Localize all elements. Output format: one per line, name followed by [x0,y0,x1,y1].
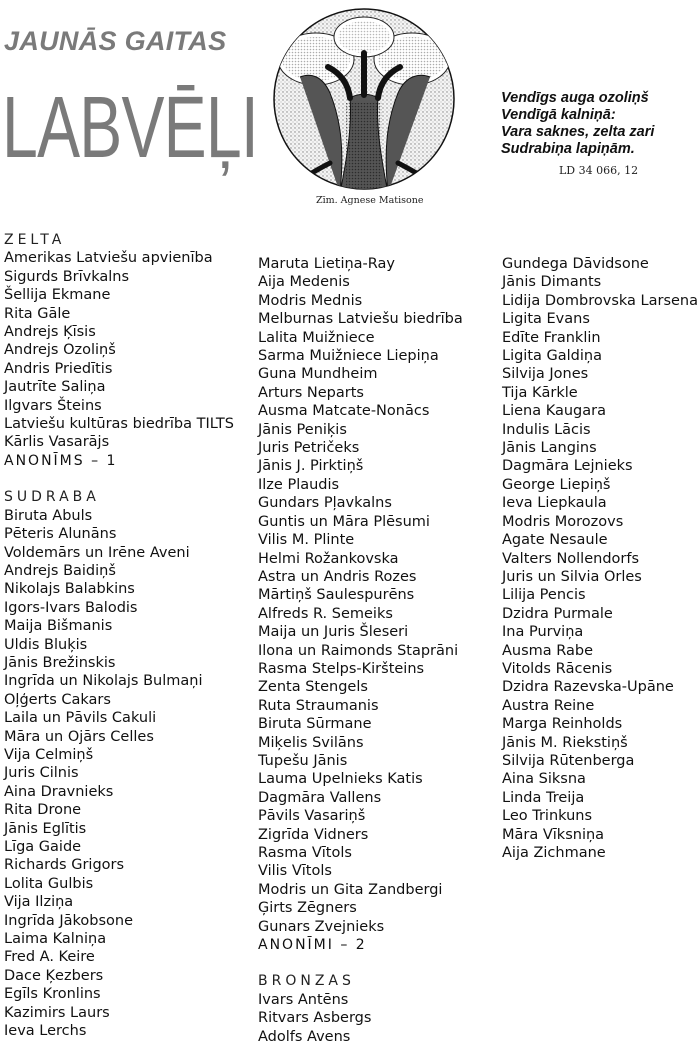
donor-name: Modris Mednis [258,292,363,309]
donor-name: Vija Celmiņš [4,746,94,763]
donor-name: Kārlis Vasarājs [4,434,110,451]
donor-name: Miķelis Svilāns [258,734,364,751]
donor-name: Lauma Upelnieks Katis [258,771,423,788]
donor-name: Dagmāra Lejnieks [502,458,633,475]
publication-name: JAUNĀS GAITAS [4,26,227,56]
donor-name: Vija Ilziņa [4,894,74,911]
zelta-list [4,249,254,451]
donor-name: Lolita Gulbis [4,875,94,892]
donor-name: Gundars Pļavkalns [258,495,392,512]
donor-name: Vitolds Rācenis [502,660,613,677]
donor-name: Ivars Antēns [258,991,349,1008]
donor-name: Astra un Andris Rozes [258,568,417,585]
donor-name: Ingrīda Jākobsone [4,912,134,929]
donor-name: Nikolajs Balabkins [4,581,135,598]
illustration-caption: Zīm. Agnese Matisone [316,195,424,206]
donor-name: Ligita Evans [502,311,590,328]
donor-name: Silvija Jones [502,366,589,383]
anonymous-count: ANONĪMS – 1 [4,452,118,469]
donor-name: Vilis Vītols [258,863,332,880]
donor-name: Ģirts Zēgners [258,900,357,917]
donor-name: Pēteris Alunāns [4,526,117,543]
sudraba-list-col3 [502,255,700,862]
sudraba-list-col2 [258,255,498,936]
verse-line: Sudrabiņa lapiņām. [501,141,635,157]
verse-line: Vendīgā kalniņā: [501,107,616,123]
donor-name: Ingrīda un Nikolajs Bulmaņi [4,673,203,690]
donor-column-3 [502,255,700,862]
donor-name: Zenta Stengels [258,679,368,696]
donor-name: Sigurds Brīvkalns [4,268,130,285]
donor-name: Tija Kārkle [502,384,578,401]
donor-name: Edīte Franklin [502,329,601,346]
donor-name: Gundega Dāvidsone [502,256,649,272]
donor-name: Ilgvars Šteins [4,397,102,414]
donor-name: Rita Drone [4,802,82,819]
donor-name: Sarma Muižniece Liepiņa [258,348,439,365]
donor-name: Silvija Rūtenberga [502,752,635,769]
donor-name: Ina Purviņa [502,624,584,641]
donor-name: Lalita Muižniece [258,329,375,346]
donor-name: Juris un Silvia Orles [502,568,642,585]
section-heading-sudraba: SUDRABA [4,489,100,506]
donor-name: Laila un Pāvils Cakuli [4,710,157,727]
donor-name: Aina Dravnieks [4,783,114,800]
donor-name: Richards Grigors [4,857,125,874]
donor-name: Andrejs Ķīsis [4,324,96,341]
donor-column-2 [258,255,498,1046]
donor-name: Egīls Kronlins [4,986,101,1003]
donor-name: Liena Kaugara [502,403,606,420]
donor-name: Rita Gāle [4,305,71,322]
donor-name: Jānis Brežinskis [4,654,116,671]
donor-name: Andris Priedītis [4,360,113,377]
folk-verse [501,90,654,158]
donor-name: Rasma Stelps-Kiršteins [258,660,425,677]
donor-name: Māra Vīksniņa [502,826,605,843]
verse-line: Vendīgs auga ozoliņš [501,90,649,106]
donor-name: Guna Mundheim [258,366,378,383]
donor-name: Dagmāra Vallens [258,789,382,806]
donor-name: Jānis J. Pirktiņš [258,458,364,475]
donor-name: Jānis Eglītis [4,820,87,837]
donor-name: Dace Ķezbers [4,967,104,984]
donor-name: Pāvils Vasariņš [258,808,366,825]
donor-name: Juris Petričeks [258,440,360,457]
donor-name: Gunars Zvejnieks [258,918,385,935]
donor-name: Laima Kalniņa [4,931,107,948]
donor-name: Jānis Peniķis [258,421,347,438]
section-heading-zelta: ZELTA [4,232,66,248]
bronzas-list [258,991,498,1046]
sudraba-list-col1 [4,507,254,1041]
donor-name: Kazimirs Laurs [4,1004,110,1021]
donor-name: Ilze Plaudis [258,476,340,493]
donor-name: Māra un Ojārs Celles [4,728,154,745]
donor-name: Leo Trinkuns [502,808,593,825]
donor-name: Aina Siksna [502,771,586,788]
donor-name: Jānis Dimants [502,274,602,291]
donor-name: Tupešu Jānis [258,752,348,769]
donor-name: Valters Nollendorfs [502,550,640,567]
donor-name: Voldemārs un Irēne Aveni [4,544,190,561]
donor-name: Ritvars Asbergs [258,1010,372,1027]
donor-name: Andrejs Baidiņš [4,562,116,579]
donor-name: Dzidra Razevska-Upāne [502,679,674,696]
verse-line: Vara saknes, zelta zari [501,124,655,140]
page-title: LABVĒĻI [2,79,259,176]
donor-name: Maija un Juris Šleseri [258,624,409,641]
donor-name: Oļģerts Cakars [4,691,111,708]
donor-name: Maija Bišmanis [4,618,113,635]
donor-name: Adolfs Avens [258,1028,351,1045]
donor-name: Austra Reine [502,697,595,714]
donor-name: Biruta Abuls [4,507,93,524]
donor-name: Uldis Bluķis [4,636,88,653]
donor-name: Fred A. Keire [4,949,95,966]
donor-name: Ieva Lerchs [4,1023,87,1040]
donor-name: Maruta Lietiņa-Ray [258,256,395,272]
donor-name: Vilis M. Plinte [258,532,355,549]
donor-name: Melburnas Latviešu biedrība [258,311,463,328]
donor-name: Ruta Straumanis [258,697,379,714]
donor-name: Igors-Ivars Balodis [4,599,138,616]
donor-name: Aija Medenis [258,274,350,291]
section-heading-bronzas: BRONZAS [258,973,355,990]
donor-column-1 [4,231,254,1040]
donor-name: Ausma Rabe [502,642,594,659]
donor-name: Biruta Sūrmane [258,716,372,733]
donor-name: Lidija Dombrovska Larsena [502,292,698,309]
donor-name: Andrejs Ozoliņš [4,342,116,359]
donor-name: Šellija Ekmane [4,287,111,304]
donor-name: Modris Morozovs [502,513,624,530]
donor-name: Līga Gaide [4,839,82,855]
donor-name: Ilona un Raimonds Staprāni [258,642,459,659]
donor-name: Marga Reinholds [502,716,623,733]
donor-name: Dzidra Purmale [502,605,613,622]
donor-name: Guntis un Māra Plēsumi [258,513,430,530]
donor-name: Jautrīte Saliņa [4,379,106,396]
donor-name: Jānis M. Riekstiņš [502,734,628,751]
donor-name: George Liepiņš [502,476,611,493]
donor-name: Rasma Vītols [258,845,352,861]
donor-name: Alfreds R. Semeiks [258,605,393,622]
donor-name: Ligita Galdiņa [502,348,602,365]
donor-name: Modris un Gita Zandbergi [258,881,443,898]
donor-name: Mārtiņš Saulespurēns [258,587,415,604]
donor-name: Juris Cilnis [4,765,79,782]
donor-name: Linda Treija [502,789,585,806]
donor-name: Ausma Matcate-Nonācs [258,403,430,420]
donor-name: Ieva Liepkaula [502,495,607,512]
donor-name: Indulis Lācis [502,421,591,438]
donor-name: Jānis Langins [502,440,597,457]
donor-name: Lilija Pencis [502,587,586,604]
donor-name: Agate Nesaule [502,532,608,549]
donor-name: Amerikas Latviešu apvienība [4,250,213,267]
donor-name: Latviešu kultūras biedrība TILTS [4,416,234,433]
oak-tree-illustration [270,3,458,195]
donor-name: Arturs Neparts [258,384,364,401]
anonymous-count: ANONĪMI – 2 [258,937,367,954]
verse-reference: LD 34 066, 12 [559,164,639,177]
donor-name: Helmi Rožankovska [258,550,399,567]
donor-name: Zigrīda Vidners [258,826,369,843]
donor-name: Aija Zichmane [502,845,606,861]
